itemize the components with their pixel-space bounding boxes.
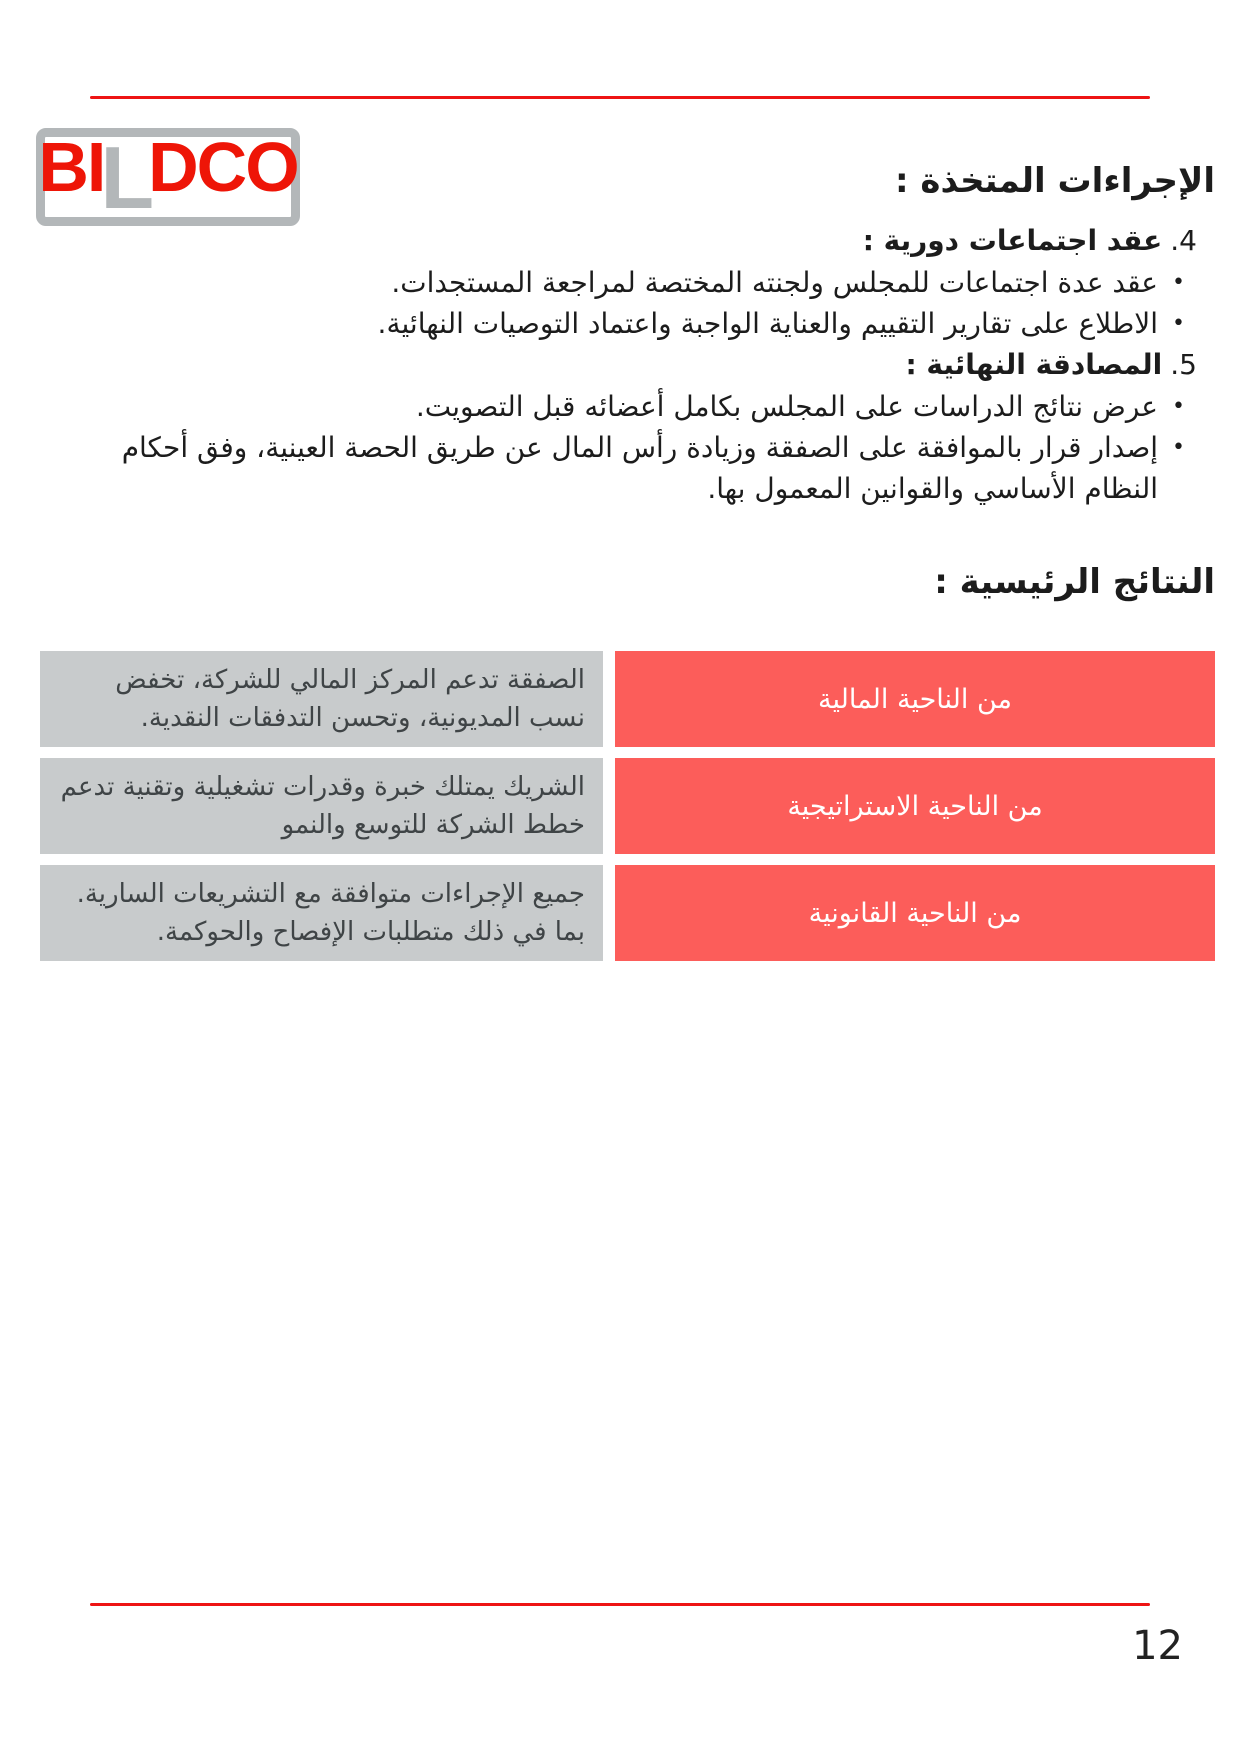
item-title: عقد اجتماعات دورية : xyxy=(862,224,1163,257)
item-title: المصادقة النهائية : xyxy=(905,348,1163,381)
bullet-icon: • xyxy=(1172,311,1185,336)
table-row xyxy=(40,651,1215,747)
bullet-text: الاطلاع على تقارير التقييم والعناية الواجبة واعتماد التوصيات النهائية. xyxy=(377,307,1159,340)
bullet-text: إصدار قرار بالموافقة على الصفقة وزيادة رأس المال عن طريق الحصة العينية، وفق أحكام النظام الأساسي والقوانين المعمول بها. xyxy=(121,431,1159,505)
bullet-icon: • xyxy=(1172,270,1185,295)
actions-list xyxy=(40,220,1215,509)
bullet-item xyxy=(40,303,1215,344)
results-heading: النتائج الرئيسية : xyxy=(934,562,1215,602)
table-row xyxy=(40,758,1215,854)
page-content xyxy=(0,158,1241,961)
bottom-divider-line xyxy=(90,1603,1150,1606)
bullet-text: عقد عدة اجتماعات للمجلس ولجنته المختصة لمراجعة المستجدات. xyxy=(391,266,1159,299)
row-label-cell: من الناحية الاستراتيجية xyxy=(615,758,1215,854)
top-divider-line xyxy=(90,96,1150,99)
bullet-text: عرض نتائج الدراسات على المجلس بكامل أعضائه قبل التصويت. xyxy=(415,390,1159,423)
numbered-item-4 xyxy=(40,220,1215,262)
item-number: 5. xyxy=(1170,348,1197,381)
row-label-cell: من الناحية القانونية xyxy=(615,865,1215,961)
logo-letters-bi: BI xyxy=(38,128,105,206)
bullet-item xyxy=(40,386,1215,427)
bullet-item xyxy=(40,262,1215,303)
bullet-icon: • xyxy=(1172,394,1185,419)
row-desc-cell: الصفقة تدعم المركز المالي للشركة، تخفض نسب المديونية، وتحسن التدفقات النقدية. xyxy=(40,651,603,747)
row-label-cell: من الناحية المالية xyxy=(615,651,1215,747)
row-desc-cell: جميع الإجراءات متوافقة مع التشريعات السارية. بما في ذلك متطلبات الإفصاح والحوكمة. xyxy=(40,865,603,961)
logo-letter-l: L xyxy=(100,128,153,227)
numbered-item-5 xyxy=(40,344,1215,386)
bullet-icon: • xyxy=(1172,435,1185,460)
bullet-item xyxy=(40,427,1215,509)
page-number: 12 xyxy=(1132,1623,1183,1669)
actions-heading: الإجراءات المتخذة : xyxy=(894,161,1215,201)
item-number: 4. xyxy=(1170,224,1197,257)
table-row xyxy=(40,865,1215,961)
logo-letters-dco: DCO xyxy=(148,128,298,206)
row-desc-cell: الشريك يمتلك خبرة وقدرات تشغيلية وتقنية تدعم خطط الشركة للتوسع والنمو xyxy=(40,758,603,854)
results-table xyxy=(40,651,1215,961)
